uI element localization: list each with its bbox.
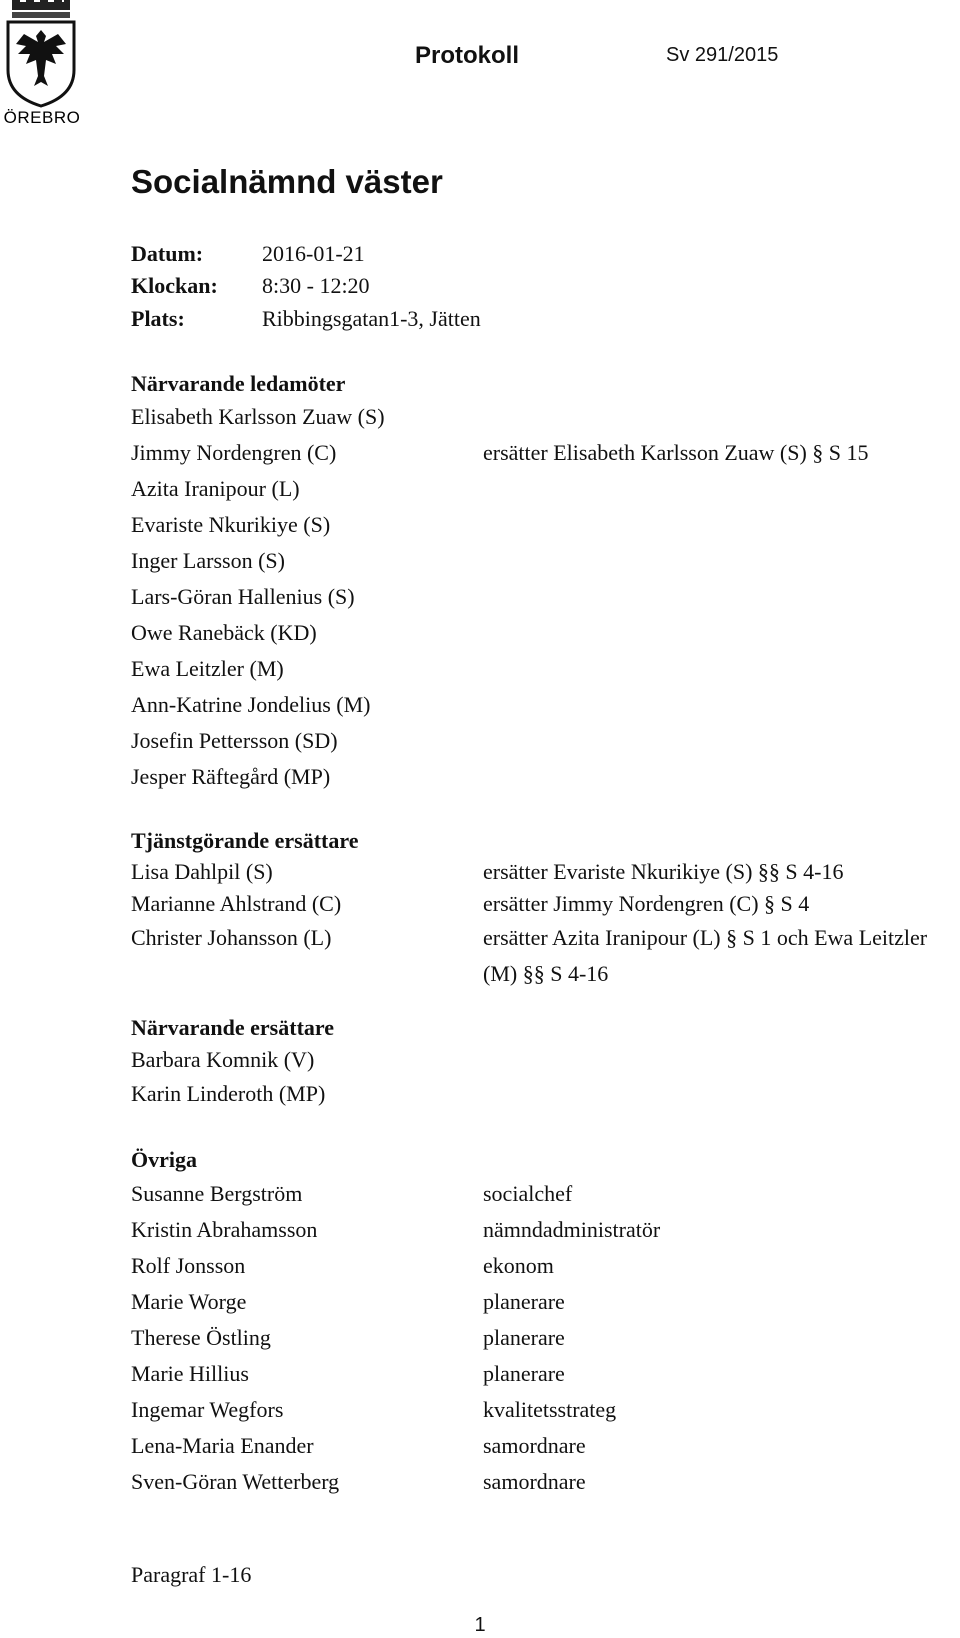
meta-place-label: Plats: (131, 306, 185, 331)
paragraph-range: Paragraf 1-16 (131, 1562, 252, 1587)
person-role: nämndadministratör (483, 1217, 661, 1242)
member-name: Inger Larsson (S) (131, 548, 285, 573)
member-note (483, 651, 951, 687)
member-name: Evariste Nkurikiye (S) (131, 512, 331, 537)
list-item (131, 435, 951, 471)
member-note (483, 579, 951, 615)
document-type: Protokoll (415, 42, 520, 69)
member-name: Marianne Ahlstrand (C) (131, 891, 342, 916)
person-role: planerare (483, 1289, 565, 1314)
member-name: Elisabeth Karlsson Zuaw (S) (131, 404, 385, 429)
member-note (483, 1043, 951, 1077)
list-item (131, 856, 951, 888)
list-item (131, 1248, 951, 1284)
person-name: Marie Hillius (131, 1361, 249, 1386)
person-role: socialchef (483, 1181, 573, 1206)
meta-time-value: 8:30 - 12:20 (262, 273, 370, 298)
person-role: samordnare (483, 1469, 586, 1494)
member-name: Lars-Göran Hallenius (S) (131, 584, 355, 609)
member-name: Barbara Komnik (V) (131, 1047, 315, 1072)
member-name: Jimmy Nordengren (C) (131, 440, 337, 465)
list-item (131, 1043, 951, 1077)
person-name: Marie Worge (131, 1289, 247, 1314)
list-item (131, 543, 951, 579)
meta-date-value: 2016-01-21 (262, 241, 365, 266)
meta-place (131, 306, 481, 332)
list-item (131, 615, 951, 651)
section-heading: Övriga (131, 1147, 197, 1172)
logo-wordmark: ÖREBRO (3, 108, 81, 127)
meta-date (131, 241, 365, 267)
member-note: ersätter Azita Iranipour (L) § S 1 och Ewa Leitzler (M) §§ S 4-16 (483, 925, 928, 986)
person-name: Kristin Abrahamsson (131, 1217, 318, 1242)
member-note (483, 471, 951, 507)
list-item (131, 723, 951, 759)
member-note: ersätter Elisabeth Karlsson Zuaw (S) § S 15 (483, 440, 869, 465)
member-name: Ann-Katrine Jondelius (M) (131, 692, 371, 717)
person-name: Therese Östling (131, 1325, 271, 1350)
person-name: Susanne Bergström (131, 1181, 303, 1206)
list-item (131, 1320, 951, 1356)
member-note (483, 543, 951, 579)
list-item (131, 1356, 951, 1392)
list-item (131, 399, 951, 435)
member-name: Azita Iranipour (L) (131, 476, 300, 501)
list-item (131, 888, 951, 920)
member-note (483, 399, 951, 435)
meta-time-label: Klockan: (131, 273, 218, 298)
list-item (131, 920, 951, 992)
member-note (483, 759, 951, 795)
section-others (131, 1144, 951, 1500)
list-item (131, 1464, 951, 1500)
list-item (131, 759, 951, 795)
page-number: 1 (474, 1614, 486, 1636)
member-note (483, 687, 951, 723)
meta-time (131, 273, 370, 299)
list-item (131, 1428, 951, 1464)
meta-date-label: Datum: (131, 241, 204, 266)
member-note (483, 723, 951, 759)
member-note (483, 615, 951, 651)
person-name: Rolf Jonsson (131, 1253, 246, 1278)
section-heading: Närvarande ledamöter (131, 371, 346, 396)
section-serving-substitutes (131, 826, 951, 992)
person-role: ekonom (483, 1253, 554, 1278)
person-role: samordnare (483, 1433, 586, 1458)
section-present-members (131, 369, 951, 795)
member-name: Christer Johansson (L) (131, 925, 332, 950)
committee-title: Socialnämnd väster (131, 163, 443, 200)
person-role: planerare (483, 1325, 565, 1350)
list-item (131, 1176, 951, 1212)
member-name: Josefin Pettersson (SD) (131, 728, 338, 753)
section-present-substitutes (131, 1013, 951, 1111)
member-note: ersätter Evariste Nkurikiye (S) §§ S 4-16 (483, 859, 844, 884)
member-name: Owe Ranebäck (KD) (131, 620, 317, 645)
person-name: Lena-Maria Enander (131, 1433, 314, 1458)
person-name: Sven-Göran Wetterberg (131, 1469, 340, 1494)
list-item (131, 1212, 951, 1248)
person-name: Ingemar Wegfors (131, 1397, 284, 1422)
person-role: planerare (483, 1361, 565, 1386)
list-item (131, 1392, 951, 1428)
list-item (131, 1284, 951, 1320)
member-name: Karin Linderoth (MP) (131, 1081, 326, 1106)
member-name: Jesper Räftegård (MP) (131, 764, 331, 789)
member-note (483, 507, 951, 543)
member-note (483, 1077, 951, 1111)
list-item (131, 687, 951, 723)
member-note: ersätter Jimmy Nordengren (C) § S 4 (483, 891, 810, 916)
list-item (131, 471, 951, 507)
list-item (131, 1077, 951, 1111)
list-item (131, 651, 951, 687)
document-reference: Sv 291/2015 (666, 44, 779, 66)
member-name: Lisa Dahlpil (S) (131, 859, 273, 884)
section-heading: Närvarande ersättare (131, 1015, 335, 1040)
person-role: kvalitetsstrateg (483, 1397, 617, 1422)
meta-place-value: Ribbingsgatan1-3, Jätten (262, 306, 481, 331)
member-name: Ewa Leitzler (M) (131, 656, 284, 681)
list-item (131, 579, 951, 615)
list-item (131, 507, 951, 543)
section-heading: Tjänstgörande ersättare (131, 828, 359, 853)
